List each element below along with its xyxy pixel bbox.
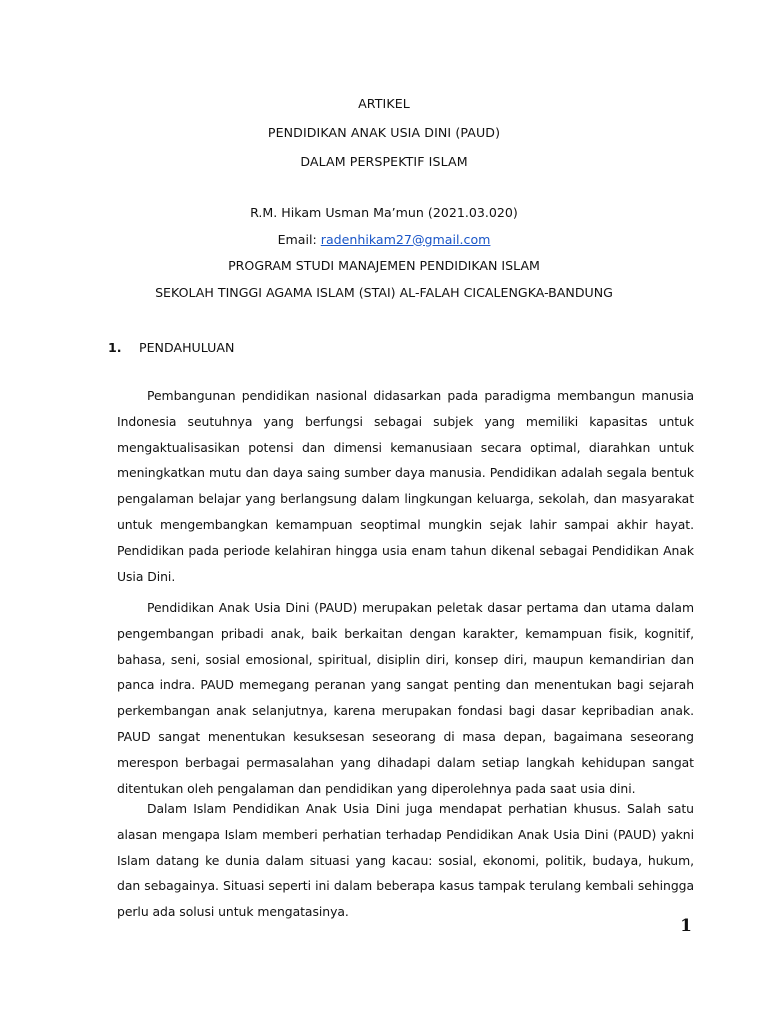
article-title-block	[0, 89, 768, 176]
article-subtitle: DALAM PERSPEKTIF ISLAM	[300, 154, 468, 169]
article-label: ARTIKEL	[358, 96, 410, 111]
paragraph: Pendidikan Anak Usia Dini (PAUD) merupakan peletak dasar pertama dan utama dalam pengembangan pribadi anak, baik berkaitan dengan karakter, kemampuan fisik, kognitif, bahasa, seni, sosial emosional, spiritual, disiplin diri, konsep diri, maupun kemandirian dan panca indra. PAUD memegang peranan yang sangat penting dan menentukan bagi sejarah perkembangan anak selanjutnya, karena merupakan fondasi bagi dasar kepribadian anak. PAUD sangat menentukan kesuksesan seseorang di masa depan, bagaimana seseorang merespon berbagai permasalahan yang dihadapi dalam setiap langkah kehidupan sangat ditentukan oleh pengalaman dan pendidikan yang diperolehnya pada saat usia dini.	[117, 600, 694, 796]
author-email-line	[0, 227, 768, 254]
section-heading	[108, 338, 234, 358]
paragraph: Dalam Islam Pendidikan Anak Usia Dini juga mendapat perhatian khusus. Salah satu alasan mengapa Islam memberi perhatian terhadap Pendidikan Anak Usia Dini (PAUD) yakni Islam datang ke dunia dalam situasi yang kacau: sosial, ekonomi, politik, budaya, hukum, dan sebagainya. Situasi seperti ini dalam beberapa kasus tampak terulang kembali sehingga perlu ada solusi untuk mengatasinya.	[117, 801, 694, 920]
author-name: R.M. Hikam Usman Ma’mun (2021.03.020)	[250, 205, 518, 220]
institution-name: SEKOLAH TINGGI AGAMA ISLAM (STAI) AL-FALAH CICALENGKA-BANDUNG	[155, 284, 613, 300]
email-link[interactable]: radenhikam27@gmail.com	[320, 231, 491, 247]
article-title: PENDIDIKAN ANAK USIA DINI (PAUD)	[267, 125, 501, 140]
study-program: PROGRAM STUDI MANAJEMEN PENDIDIKAN ISLAM	[228, 258, 540, 273]
author-block	[0, 200, 768, 306]
section-number: 1.	[108, 340, 122, 355]
email-label: Email:	[277, 231, 321, 247]
page-number: 1	[680, 916, 692, 936]
paragraph: Pembangunan pendidikan nasional didasarkan pada paradigma membangun manusia Indonesia seutuhnya yang berfungsi sebagai subjek yang memiliki kapasitas untuk mengaktualisasikan potensi dan dimensi kemanusiaan secara optimal, diarahkan untuk meningkatkan mutu dan daya saing sumber daya manusia. Pendidikan adalah segala bentuk pengalaman belajar yang berlangsung dalam lingkungan keluarga, sekolah, dan masyarakat untuk mengembangkan kemampuan seoptimal mungkin sejak lahir sampai akhir hayat. Pendidikan pada periode kelahiran hingga usia enam tahun dikenal sebagai Pendidikan Anak Usia Dini.	[117, 388, 694, 584]
section-title: PENDAHULUAN	[139, 340, 235, 355]
